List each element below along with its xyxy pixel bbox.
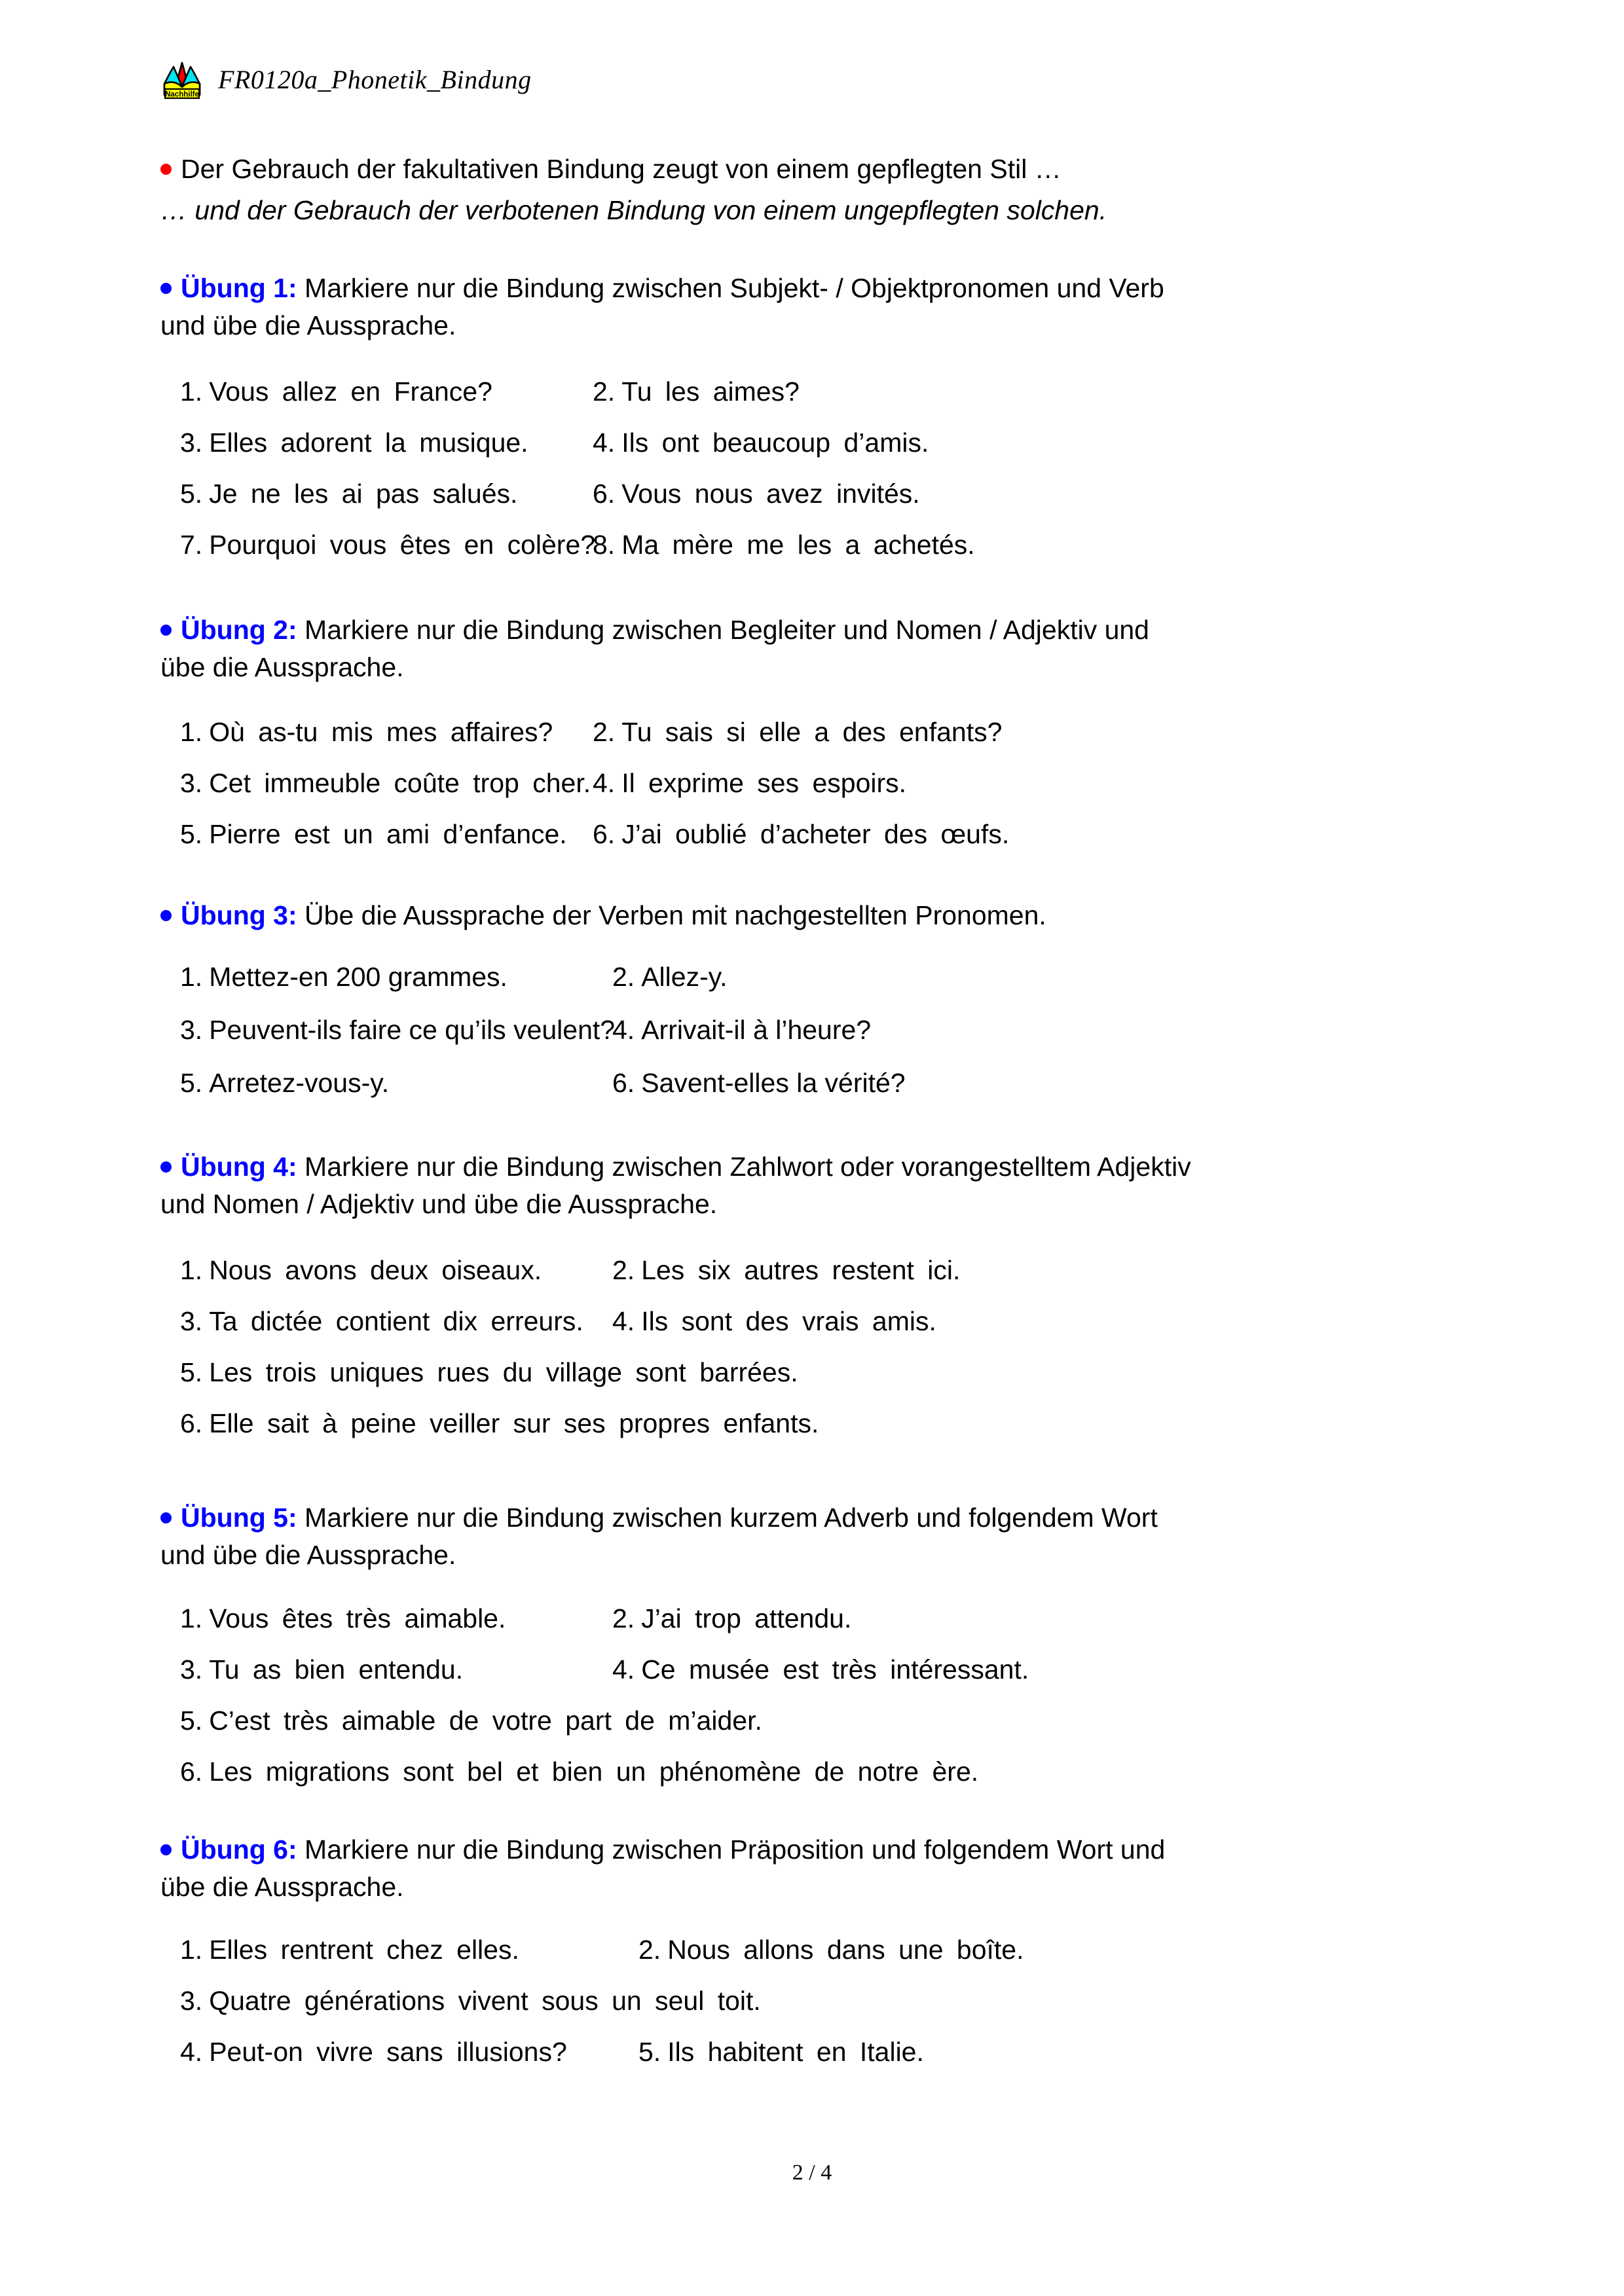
item-number: 6. [612, 1068, 635, 1098]
list-item [180, 1410, 1464, 1437]
item-number: 3. [180, 428, 203, 458]
list-item [593, 821, 1464, 848]
item-text: Ils sont des vrais amis. [641, 1306, 936, 1336]
list-item [180, 1308, 612, 1335]
item-text: Peuvent-ils faire ce qu’ils veulent? [209, 1015, 616, 1045]
list-item [180, 1070, 612, 1097]
item-text: Savent-elles la vérité? [641, 1068, 906, 1098]
list-item [180, 1605, 612, 1632]
exercise-3-heading [160, 902, 1464, 929]
item-number: 4. [612, 1015, 635, 1045]
list-item [180, 821, 593, 848]
exercise-4-instruction-line2: und Nomen / Adjektiv und übe die Aussprache. [160, 1189, 718, 1219]
item-number: 1. [180, 962, 203, 992]
list-item [180, 1937, 638, 1963]
blue-bullet-icon [160, 1161, 172, 1173]
list-item [180, 1257, 612, 1284]
item-number: 4. [180, 2037, 203, 2067]
item-text: Ce musée est très intéressant. [641, 1654, 1029, 1685]
item-text: Pourquoi vous êtes en colère? [209, 530, 596, 560]
item-text: Peut-on vivre sans illusions? [209, 2037, 567, 2067]
exercise-5-instruction-line1: Markiere nur die Bindung zwischen kurzem Adverb und folgendem Wort [304, 1503, 1158, 1533]
item-number: 4. [612, 1306, 635, 1336]
item-text: Quatre générations vivent sous un seul toit. [209, 1986, 761, 2016]
item-text: Arrivait-il à l’heure? [641, 1015, 872, 1045]
list-item [180, 1707, 1464, 1734]
list-item [612, 1605, 1464, 1632]
item-number: 4. [593, 428, 616, 458]
intro-block [160, 156, 1464, 224]
item-text: Les migrations sont bel et bien un phénomène de notre ère. [209, 1757, 979, 1787]
document-header [160, 58, 532, 101]
exercise-3-label: Übung 3: [181, 900, 297, 930]
list-item [180, 1359, 1464, 1386]
item-text: C’est très aimable de votre part de m’aider. [209, 1705, 762, 1736]
exercise-1-heading [160, 275, 1464, 339]
list-item [180, 1758, 1464, 1785]
list-item [180, 2039, 638, 2066]
list-item [593, 481, 1464, 507]
exercise-2-instruction-line1: Markiere nur die Bindung zwischen Begleiter und Nomen / Adjektiv und [304, 615, 1149, 645]
item-number: 6. [593, 819, 616, 849]
item-number: 2. [612, 962, 635, 992]
item-text: Tu as bien entendu. [209, 1654, 464, 1685]
list-item [593, 770, 1464, 797]
item-text: Ils habitent en Italie. [667, 2037, 924, 2067]
list-item [612, 1308, 1464, 1335]
list-item [180, 770, 593, 797]
item-number: 1. [180, 1255, 203, 1285]
list-item [180, 429, 593, 456]
red-bullet-icon [160, 164, 172, 175]
item-number: 1. [180, 376, 203, 407]
item-text: Les trois uniques rues du village sont barrées. [209, 1357, 798, 1387]
exercise-6-heading [160, 1836, 1464, 1901]
document-title: FR0120a_Phonetik_Bindung [218, 64, 532, 94]
item-number: 3. [180, 1654, 203, 1685]
blue-bullet-icon [160, 625, 172, 636]
list-item [612, 1656, 1464, 1683]
item-number: 4. [593, 768, 616, 798]
list-item [612, 1257, 1464, 1284]
page-number: 2 / 4 [792, 2160, 832, 2185]
item-number: 5. [180, 479, 203, 509]
item-number: 2. [612, 1603, 635, 1633]
item-text: Tu sais si elle a des enfants? [621, 717, 1003, 747]
exercise-4-label: Übung 4: [181, 1152, 297, 1182]
exercise-5-instruction [160, 1504, 1464, 1569]
exercise-2-instruction [160, 617, 1464, 681]
exercise-5-items [180, 1605, 1464, 1785]
exercise-1-instruction-line2: und übe die Aussprache. [160, 310, 456, 340]
list-item [180, 530, 596, 560]
item-text: Tu les aimes? [621, 376, 800, 407]
exercise-6-instruction-line1: Markiere nur die Bindung zwischen Präposition und folgendem Wort und [304, 1834, 1166, 1865]
exercise-2-items [180, 719, 1464, 848]
exercise-6-label: Übung 6: [181, 1834, 297, 1865]
item-text: Vous êtes très aimable. [209, 1603, 506, 1633]
blue-bullet-icon [160, 1844, 172, 1855]
blue-bullet-icon [160, 910, 172, 921]
exercise-2-label: Übung 2: [181, 615, 297, 645]
item-number: 5. [180, 819, 203, 849]
item-number: 1. [180, 717, 203, 747]
blue-bullet-icon [160, 1512, 172, 1523]
exercise-4-heading [160, 1154, 1464, 1218]
item-number: 3. [180, 1986, 203, 2016]
item-number: 3. [180, 1306, 203, 1336]
item-text: Ta dictée contient dix erreurs. [209, 1306, 583, 1336]
list-item [638, 1937, 1464, 1963]
item-number: 1. [180, 1935, 203, 1965]
exercise-1-items [180, 378, 1464, 558]
item-number: 2. [638, 1935, 661, 1965]
list-item [180, 1656, 612, 1683]
item-text: Arretez-vous-y. [209, 1068, 390, 1098]
item-text: Vous nous avez invités. [621, 479, 920, 509]
item-number: 2. [593, 717, 616, 747]
item-text: J’ai oublié d’acheter des œufs. [621, 819, 1010, 849]
exercise-5-instruction-line2: und übe die Aussprache. [160, 1540, 456, 1570]
item-number: 5. [180, 1705, 203, 1736]
item-number: 5. [638, 2037, 661, 2067]
exercise-6-instruction-line2: übe die Aussprache. [160, 1872, 404, 1902]
blue-bullet-icon [160, 283, 172, 294]
item-text: Nous allons dans une boîte. [667, 1935, 1024, 1965]
list-item [612, 1017, 1464, 1044]
item-text: Mettez-en 200 grammes. [209, 962, 507, 992]
list-item [638, 2039, 1464, 2066]
exercise-2-heading [160, 617, 1464, 681]
exercise-3-items [180, 964, 1464, 1097]
intro-line-1-text: Der Gebrauch der fakultativen Bindung zeugt von einem gepflegten Stil … [181, 154, 1061, 184]
item-text: Les six autres restent ici. [641, 1255, 961, 1285]
item-text: Vous allez en France? [209, 376, 492, 407]
item-text: Nous avons deux oiseaux. [209, 1255, 542, 1285]
item-number: 6. [180, 1757, 203, 1787]
item-text: Ils ont beaucoup d’amis. [621, 428, 929, 458]
item-text: Il exprime ses espoirs. [621, 768, 907, 798]
item-number: 6. [180, 1408, 203, 1438]
exercise-6-items [180, 1937, 1464, 2066]
list-item [612, 1070, 1464, 1097]
nachhilfe-logo-icon [160, 58, 204, 101]
exercise-1-instruction-line1: Markiere nur die Bindung zwischen Subjekt- / Objektpronomen und Verb [304, 273, 1164, 303]
item-number: 5. [180, 1068, 203, 1098]
list-item [593, 378, 1464, 405]
intro-line-1 [160, 156, 1464, 183]
item-text: Elles rentrent chez elles. [209, 1935, 519, 1965]
page-footer [0, 2160, 1624, 2185]
item-number: 2. [593, 376, 616, 407]
item-number: 1. [180, 1603, 203, 1633]
list-item [180, 964, 612, 991]
exercise-5-heading [160, 1504, 1464, 1569]
item-number: 6. [593, 479, 616, 509]
list-item [593, 719, 1464, 746]
list-item [180, 1015, 616, 1045]
item-number: 8. [593, 530, 616, 560]
list-item [593, 532, 1464, 558]
item-text: J’ai trop attendu. [641, 1603, 852, 1633]
list-item [180, 1988, 1464, 2014]
exercise-2-instruction-line2: übe die Aussprache. [160, 652, 404, 682]
list-item [593, 429, 1464, 456]
item-text: Allez-y. [641, 962, 728, 992]
item-text: Je ne les ai pas salués. [209, 479, 518, 509]
list-item [612, 964, 1464, 991]
item-text: Cet immeuble coûte trop cher. [209, 768, 591, 798]
exercise-3-instruction [160, 902, 1464, 929]
item-text: Ma mère me les a achetés. [621, 530, 975, 560]
svg-text:Nachhilfe: Nachhilfe [165, 90, 199, 99]
list-item [180, 378, 593, 405]
exercise-4-instruction [160, 1154, 1464, 1218]
item-text: Pierre est un ami d’enfance. [209, 819, 567, 849]
item-number: 7. [180, 530, 203, 560]
exercise-5-label: Übung 5: [181, 1503, 297, 1533]
exercise-6-instruction [160, 1836, 1464, 1901]
exercise-4-items [180, 1257, 1464, 1437]
intro-line-2: … und der Gebrauch der verbotenen Bindung von einem ungepflegten solchen. [160, 195, 1107, 225]
exercise-1-label: Übung 1: [181, 273, 297, 303]
list-item [180, 481, 593, 507]
exercise-1-instruction [160, 275, 1464, 339]
item-number: 5. [180, 1357, 203, 1387]
item-text: Elle sait à peine veiller sur ses propres enfants. [209, 1408, 819, 1438]
list-item [180, 719, 593, 746]
item-number: 2. [612, 1255, 635, 1285]
item-number: 4. [612, 1654, 635, 1685]
item-number: 3. [180, 1015, 203, 1045]
item-number: 3. [180, 768, 203, 798]
item-text: Elles adorent la musique. [209, 428, 528, 458]
exercise-4-instruction-line1: Markiere nur die Bindung zwischen Zahlwort oder vorangestelltem Adjektiv [304, 1152, 1191, 1182]
exercise-3-instruction-line1: Übe die Aussprache der Verben mit nachgestellten Pronomen. [304, 900, 1046, 930]
item-text: Où as-tu mis mes affaires? [209, 717, 553, 747]
